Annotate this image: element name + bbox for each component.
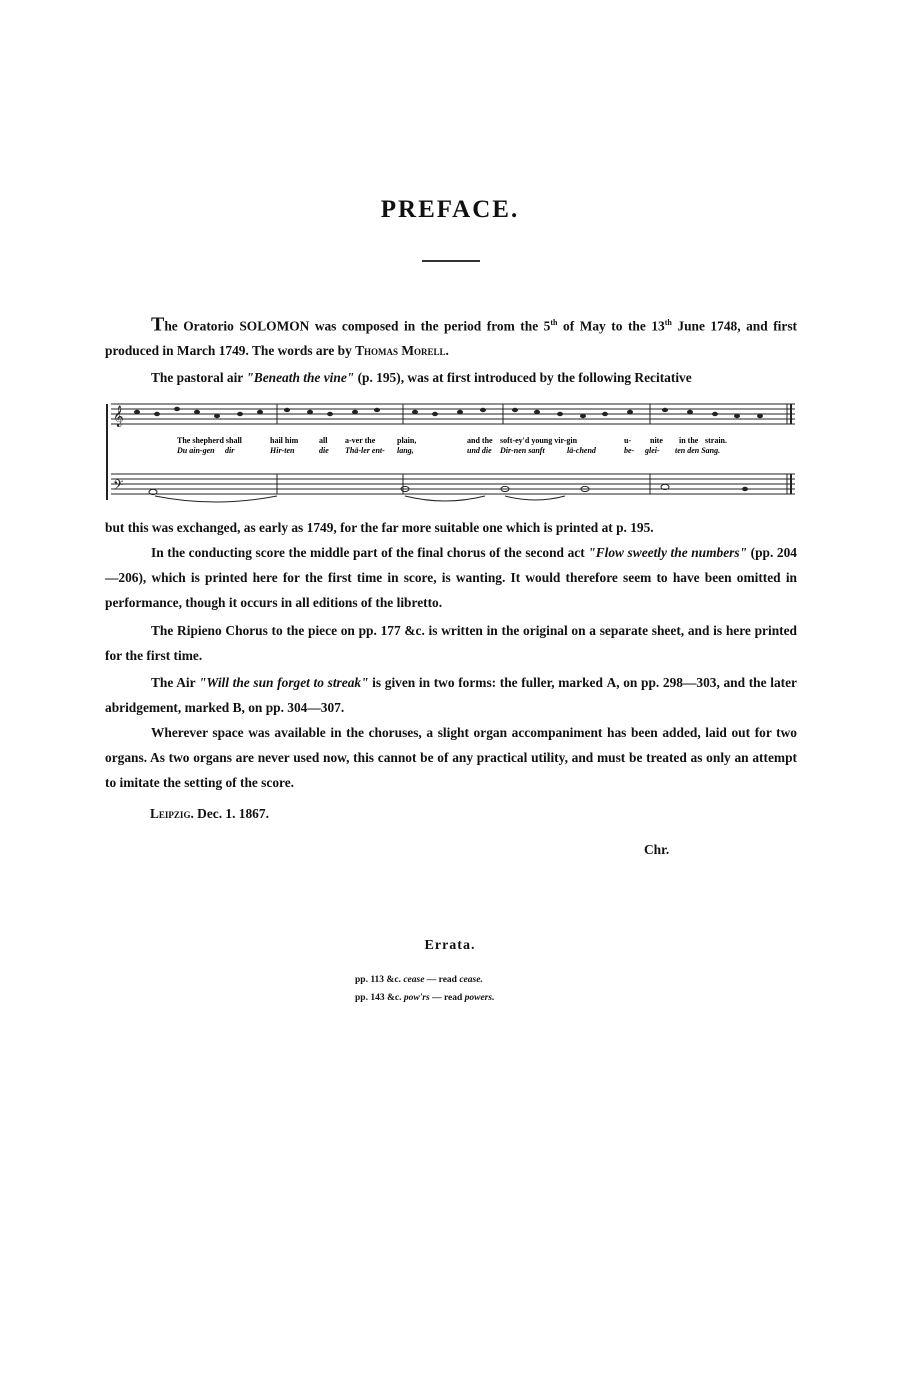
errata-sep: — read bbox=[429, 993, 465, 1003]
lyric-en-4: plain, bbox=[397, 436, 417, 445]
author-name: Thomas Morell bbox=[355, 343, 446, 359]
air-title: "Beneath the vine" bbox=[246, 370, 355, 385]
drop-cap: T bbox=[151, 313, 165, 336]
paragraph-ripieno bbox=[105, 618, 797, 668]
p3-text: but this was exchanged, as early as 1749, for the far more suitable one which is printed at p. 195. bbox=[105, 520, 654, 535]
p1-text-2: of May to the 13 bbox=[557, 318, 665, 334]
mark-a: A bbox=[606, 675, 617, 690]
errata-wrong: pow'rs bbox=[403, 993, 430, 1003]
lyrics-german bbox=[176, 446, 720, 455]
errata-line bbox=[355, 993, 494, 1003]
p6-text-2: is given in two forms: the fuller, marked bbox=[368, 675, 607, 690]
place-date-text: . Dec. 1. 1867. bbox=[190, 806, 269, 821]
p1-text-4: . bbox=[445, 343, 449, 359]
lyric-en-6: soft-ey'd young vir-gin bbox=[500, 436, 578, 445]
paragraph-pastoral-air bbox=[105, 365, 797, 390]
p5-text: The Ripieno Chorus to the piece on pp. 177 &c. is written in the original on a separate sheet, and is here printed for the first time. bbox=[105, 623, 797, 663]
p6-text-1: The Air bbox=[151, 675, 199, 690]
lyric-en-10: strain. bbox=[705, 436, 727, 445]
p1-sup-2: th bbox=[664, 318, 672, 327]
lyric-en-1: hail him bbox=[270, 436, 299, 445]
errata-right: powers. bbox=[464, 993, 495, 1003]
p1-text-1: he Oratorio SOLOMON was composed in the period from the 5 bbox=[164, 318, 551, 334]
paragraph-air-forms bbox=[105, 670, 797, 720]
errata-line bbox=[355, 975, 483, 985]
lyric-en-0: The shepherd shall bbox=[177, 436, 242, 445]
lyric-de-11: ten den Sang. bbox=[675, 446, 721, 455]
p1-sup-1: th bbox=[550, 318, 558, 327]
lyric-de-3: die bbox=[319, 446, 329, 455]
lyric-de-2: Hir-ten bbox=[270, 446, 295, 455]
title-rule bbox=[422, 260, 480, 262]
errata-ref: pp. 143 &c. bbox=[355, 993, 402, 1003]
lyric-en-3: a-ver the bbox=[345, 436, 376, 445]
p1-text-3: June 1748, and first produced in March 1749. The words are by bbox=[105, 318, 797, 359]
lower-staff bbox=[111, 474, 795, 494]
lyrics-english bbox=[177, 436, 727, 445]
paragraph-exchanged bbox=[105, 515, 797, 540]
ties bbox=[155, 496, 565, 502]
lyric-de-0: Du ain-gen bbox=[177, 446, 215, 455]
errata-wrong: cease bbox=[403, 975, 425, 985]
p2-text-1: The pastoral air bbox=[151, 370, 247, 385]
errata-sep: — read bbox=[424, 975, 460, 985]
p6-text-4: , on pp. 304—307. bbox=[241, 700, 345, 715]
lyric-en-8: nite bbox=[650, 436, 663, 445]
lyric-en-7: u- bbox=[624, 436, 632, 445]
lyric-de-4: Thä-ler ent- bbox=[345, 446, 385, 455]
signature: Chr. bbox=[644, 842, 670, 857]
place-date bbox=[150, 806, 269, 822]
lyric-de-9: be- bbox=[624, 446, 635, 455]
p2-text-2: (p. 195), was at first introduced by the following Recitative bbox=[354, 370, 692, 385]
lyric-de-5: lang, bbox=[397, 446, 414, 455]
errata-title: Errata. bbox=[424, 938, 476, 953]
lyric-en-2: all bbox=[319, 436, 328, 445]
air-will-sun-title: "Will the sun forget to streak" bbox=[198, 675, 369, 690]
place-city: Leipzig bbox=[150, 806, 191, 821]
lyric-de-1: dir bbox=[225, 446, 235, 455]
lyric-en-5: and the bbox=[467, 436, 493, 445]
recitative-score bbox=[105, 398, 797, 508]
paragraph-composition bbox=[105, 310, 797, 363]
lyric-en-9: in the bbox=[679, 436, 699, 445]
upper-staff bbox=[111, 404, 795, 424]
chorus-title: "Flow sweetly the numbers" bbox=[588, 545, 748, 560]
lyric-de-6: und die bbox=[467, 446, 492, 455]
page-title: PREFACE. bbox=[380, 196, 520, 223]
bass-clef: 𝄢 bbox=[113, 477, 124, 496]
lyric-de-10: glei- bbox=[645, 446, 660, 455]
errata-right: cease. bbox=[459, 975, 483, 985]
lyric-de-7: Dir-nen sanft bbox=[500, 446, 545, 455]
lyric-de-8: lä-chend bbox=[567, 446, 596, 455]
treble-clef: 𝄞 bbox=[113, 406, 124, 427]
paragraph-organ bbox=[105, 720, 797, 795]
p6-text-3: , on pp. 298—303, and the later abridgement, marked bbox=[105, 675, 797, 715]
mark-b: B bbox=[232, 700, 242, 715]
paragraph-conducting-score bbox=[105, 540, 797, 615]
p4-text-1: In the conducting score the middle part of the final chorus of the second act bbox=[151, 545, 589, 560]
p4-text-2: (pp. 204—206), which is printed here for the first time in score, is wanting. It would therefore seem to have been omitted in performance, though it occurs in all editions of the libretto. bbox=[105, 545, 797, 610]
errata-ref: pp. 113 &c. bbox=[355, 975, 401, 985]
p7-text: Wherever space was available in the choruses, a slight organ accompaniment has been added, laid out for two organs. As two organs are never used now, this cannot be of any practical utility, and must be treated as only an attempt to imitate the setting of the score. bbox=[105, 725, 797, 790]
